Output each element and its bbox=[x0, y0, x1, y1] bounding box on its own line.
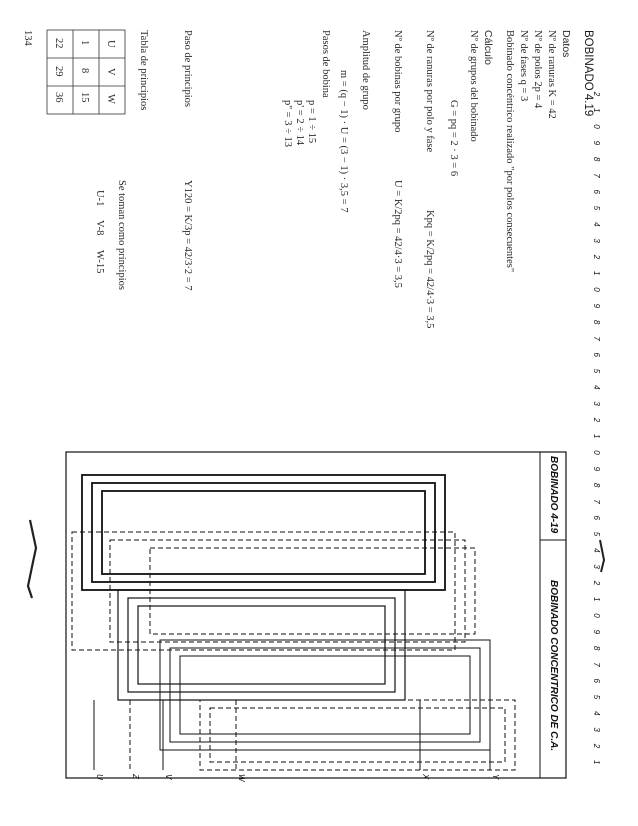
se-toman-text: Se toman como principios bbox=[116, 180, 127, 290]
paso-line-2: p' = 2 ÷ 14 bbox=[294, 100, 305, 146]
coil bbox=[200, 700, 515, 770]
tabla-cell: 1 bbox=[79, 40, 90, 46]
slot-label: 8 bbox=[592, 645, 601, 651]
slot-label: 6 bbox=[592, 189, 601, 194]
phase-label-x: X bbox=[421, 774, 430, 780]
scan-mark-left bbox=[28, 520, 36, 598]
tabla-header-u: U bbox=[105, 40, 116, 48]
slot-label: 4 bbox=[592, 548, 601, 553]
coil bbox=[138, 606, 385, 684]
diagram-label-left: BOBINADO 4-19 bbox=[548, 456, 559, 534]
slot-label: 9 bbox=[592, 303, 601, 309]
coil bbox=[72, 532, 455, 650]
datos-heading: Datos bbox=[560, 30, 572, 58]
datos-line-2: Nº de polos 2p = 4 bbox=[532, 30, 543, 109]
slot-label: 1 bbox=[592, 434, 601, 439]
coil-groups bbox=[72, 475, 515, 770]
ranuras-formula: Kpq = K/2pq = 42/4·3 = 3,5 bbox=[424, 210, 435, 329]
slot-label: 0 bbox=[592, 287, 601, 292]
slot-label: 4 bbox=[592, 711, 601, 716]
bobinas-formula: U = K/2pq = 42/4·3 = 3,5 bbox=[392, 180, 403, 288]
slot-label: 7 bbox=[592, 662, 601, 667]
slot-label: 2 bbox=[592, 91, 601, 97]
bobinas-label: Nº de bobinas por grupo bbox=[392, 30, 403, 133]
coil bbox=[210, 708, 505, 762]
paso-line-3: p'' = 3 ÷ 13 bbox=[282, 100, 293, 147]
grupos-formula: G = pq = 2 · 3 = 6 bbox=[448, 100, 459, 177]
principio-w: W-15 bbox=[94, 250, 105, 274]
coil bbox=[180, 656, 470, 734]
slot-label: 4 bbox=[592, 222, 601, 227]
phase-label-y: Y bbox=[491, 774, 500, 780]
tabla-label: Tabla de principios bbox=[138, 30, 149, 111]
paso-principios-label: Paso de principios bbox=[182, 30, 193, 107]
slot-label: 6 bbox=[592, 678, 601, 683]
slot-labels bbox=[592, 91, 601, 765]
slot-label: 5 bbox=[592, 694, 601, 700]
coil bbox=[170, 648, 480, 742]
tabla-cell: 8 bbox=[79, 68, 90, 74]
phase-label-v: V bbox=[164, 774, 173, 780]
tabla-cell: 22 bbox=[53, 38, 64, 49]
principio-u: U-1 bbox=[94, 190, 105, 207]
coil bbox=[128, 598, 395, 692]
slot-label: 2 bbox=[592, 580, 601, 586]
slot-label: 9 bbox=[592, 629, 601, 635]
datos-line-1: Nº de ranuras K = 42 bbox=[546, 30, 557, 119]
slot-label: 0 bbox=[592, 450, 601, 455]
tabla-header-v: V bbox=[105, 68, 116, 76]
slot-label: 5 bbox=[592, 368, 601, 374]
page-title: BOBINADO 4.19 bbox=[582, 30, 594, 117]
tabla-cell: 29 bbox=[53, 66, 64, 77]
slot-label: 3 bbox=[592, 401, 601, 406]
diagram-frame bbox=[66, 452, 566, 778]
slot-label: 4 bbox=[592, 385, 601, 390]
slot-label: 6 bbox=[592, 515, 601, 520]
slot-label: 5 bbox=[592, 531, 601, 537]
grupos-label: Nº de grupos del bobinado bbox=[468, 30, 479, 142]
tabla-cell: 15 bbox=[79, 92, 90, 103]
slot-label: 1 bbox=[592, 108, 601, 113]
paso-line-1: p = 1 ÷ 15 bbox=[306, 100, 317, 144]
principio-v: V-8 bbox=[94, 220, 105, 236]
winding-diagram bbox=[66, 91, 601, 783]
slot-label: 9 bbox=[592, 140, 601, 146]
amplitud-label: Amplitud de grupo bbox=[360, 30, 371, 110]
slot-label: 6 bbox=[592, 352, 601, 357]
page-number: 134 bbox=[22, 30, 33, 46]
slot-label: 1 bbox=[592, 597, 601, 602]
slot-label: 3 bbox=[592, 238, 601, 243]
phase-label-u: U bbox=[95, 774, 104, 780]
coil bbox=[150, 548, 475, 634]
slot-label: 2 bbox=[592, 417, 601, 423]
diagram-label-right: BOBINADO CONCENTRICO DE C.A. bbox=[548, 580, 559, 752]
slot-label: 2 bbox=[592, 254, 601, 260]
amplitud-formula: m = (q − 1) · U = (3 − 1) · 3,5 = 7 bbox=[338, 70, 349, 213]
slot-label: 1 bbox=[592, 760, 601, 765]
coil bbox=[92, 483, 435, 582]
pasos-label: Pasos de bobina bbox=[320, 30, 331, 98]
phase-label-z: Z bbox=[131, 774, 140, 779]
slot-label: 9 bbox=[592, 466, 601, 472]
slot-label: 8 bbox=[592, 156, 601, 162]
text-block bbox=[22, 30, 594, 328]
slot-label: 7 bbox=[592, 336, 601, 341]
tabla-cell: 36 bbox=[53, 92, 64, 103]
ranuras-label: Nº de ranuras por polo y fase bbox=[424, 30, 435, 153]
coil bbox=[110, 540, 465, 642]
slot-label: 2 bbox=[592, 743, 601, 749]
slot-label: 0 bbox=[592, 613, 601, 618]
slot-label: 3 bbox=[592, 564, 601, 569]
paso-principios-formula: Y120 = K/3p = 42/3·2 = 7 bbox=[182, 180, 193, 291]
slot-label: 7 bbox=[592, 499, 601, 504]
slot-label: 1 bbox=[592, 271, 601, 276]
slot-label: 8 bbox=[592, 482, 601, 488]
slot-label: 7 bbox=[592, 173, 601, 178]
slot-label: 8 bbox=[592, 319, 601, 325]
tabla-principios bbox=[47, 30, 125, 114]
slot-label: 5 bbox=[592, 205, 601, 211]
tabla-header-w: W bbox=[105, 94, 116, 104]
slot-label: 0 bbox=[592, 124, 601, 129]
slot-label: 3 bbox=[592, 727, 601, 732]
datos-line-4: Bobinado concéntrico realizado "por polos consecuentes" bbox=[504, 30, 515, 273]
phase-label-w: W bbox=[237, 774, 246, 782]
datos-line-3: Nº de fases q = 3 bbox=[518, 30, 529, 102]
calculo-heading: Cálculo bbox=[482, 30, 494, 66]
